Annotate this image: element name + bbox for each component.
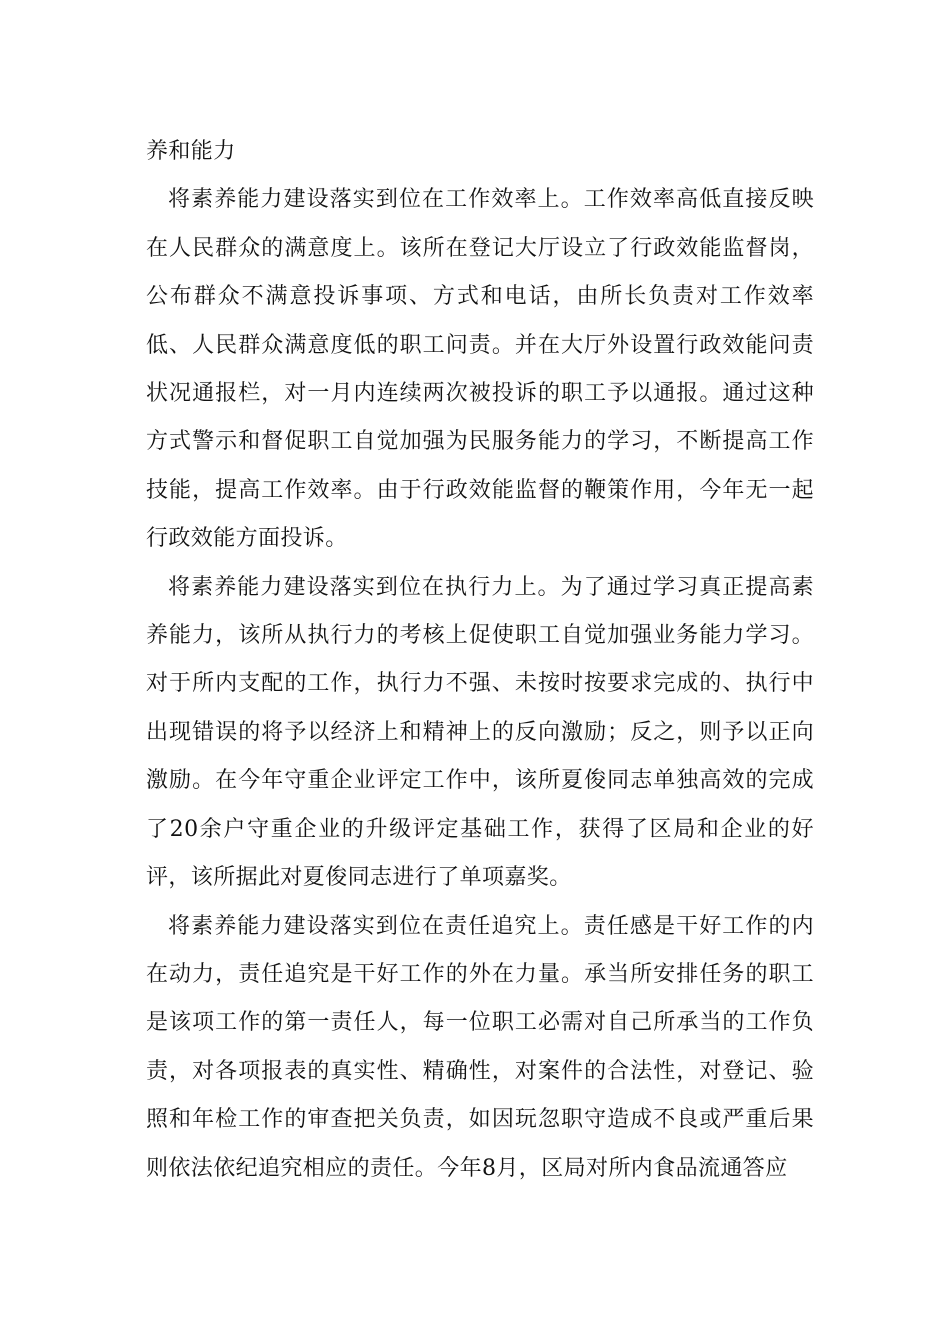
paragraph-work-efficiency: 将素养能力建设落实到位在工作效率上。工作效率高低直接反映在人民群众的满意度上。该所在登记大厅设立了行政效能监督岗，公布群众不满意投诉事项、方式和电话，由所长负责对工作效率低、人民群众满意度低的职工问责。并在大厅外设置行政效能问责状况通报栏，对一月内连续两次被投诉的职工予以通报。通过这种方式警示和督促职工自觉加强为民服务能力的学习，不断提高工作技能，提高工作效率。由于行政效能监督的鞭策作用，今年无一起行政效能方面投诉。 [146,187,814,552]
document-body [146,128,814,1193]
paragraph-accountability: 将素养能力建设落实到位在责任追究上。责任感是干好工作的内在动力，责任追究是干好工作的外在力量。承当所安排任务的职工是该项工作的第一责任人，每一位职工必需对自己所承当的工作负责，对各项报表的真实性、精确性，对案件的合法性，对登记、验照和年检工作的审查把关负责，如因玩忽职守造成不良或严重后果则依法依纪追究相应的责任。今年8月，区局对所内食品流通答应 [146,913,814,1181]
paragraph-continuation: 养和能力 [146,139,236,164]
paragraph-execution: 将素养能力建设落实到位在执行力上。为了通过学习真正提高素养能力，该所从执行力的考核上促使职工自觉加强业务能力学习。对于所内支配的工作，执行力不强、未按时按要求完成的、执行中出现错误的将予以经济上和精神上的反向激励；反之，则予以正向激励。在今年守重企业评定工作中，该所夏俊同志单独高效的完成了20余户守重企业的升级评定基础工作，获得了区局和企业的好评，该所据此对夏俊同志进行了单项嘉奖。 [146,574,814,891]
